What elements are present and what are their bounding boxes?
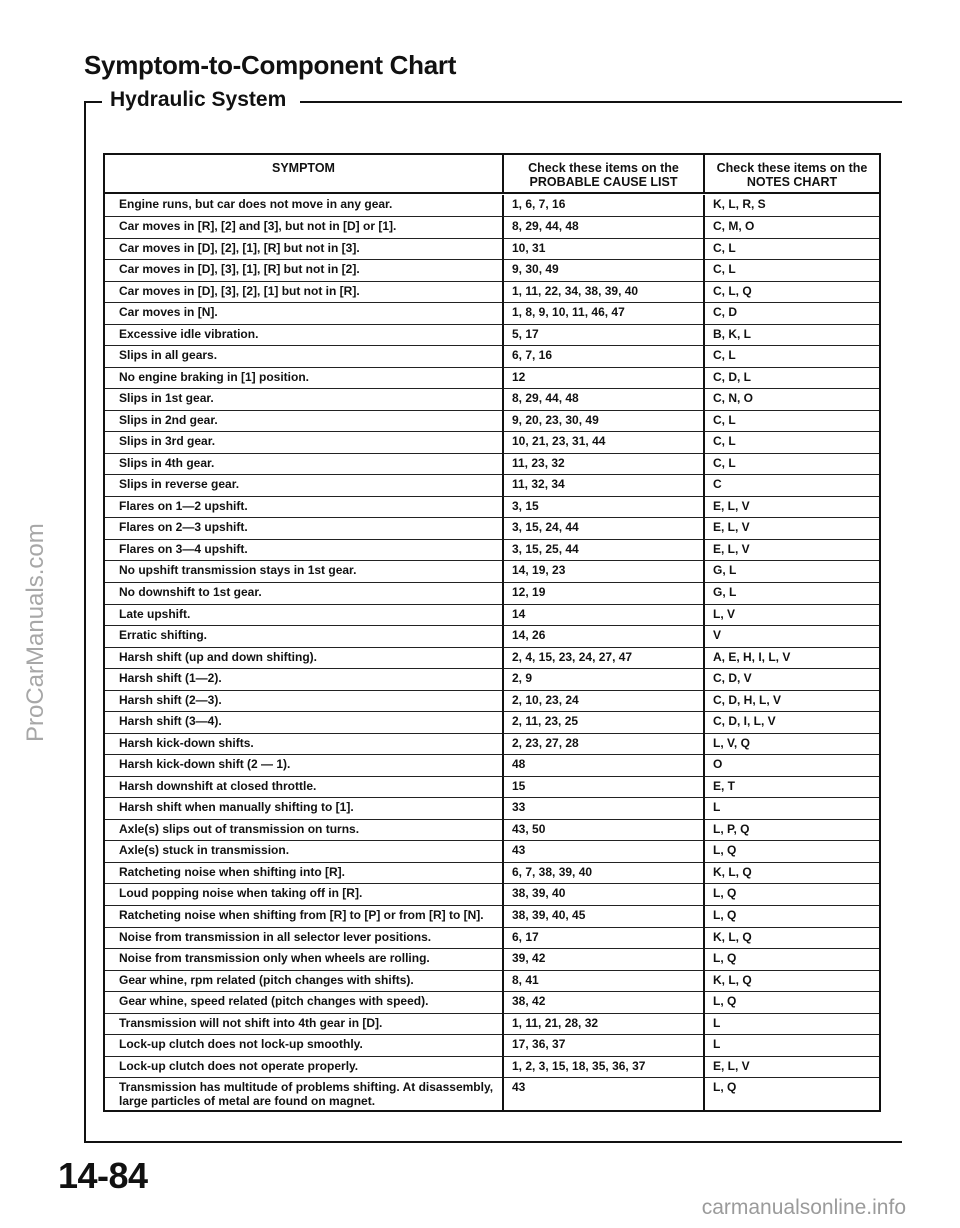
row-notes: C, D, H, L, V xyxy=(703,691,879,713)
row-probable-causes: 8, 29, 44, 48 xyxy=(502,217,703,239)
row-notes: C xyxy=(703,475,879,497)
page-title: Symptom-to-Component Chart xyxy=(84,50,457,80)
footer-watermark: carmanualsonline.info xyxy=(701,1196,906,1219)
row-symptom: No downshift to 1st gear. xyxy=(105,583,502,605)
section-title: Hydraulic System xyxy=(110,88,294,112)
row-symptom: Slips in 2nd gear. xyxy=(105,411,502,433)
row-notes: C, L xyxy=(703,411,879,433)
row-notes: C, L xyxy=(703,346,879,368)
row-probable-causes: 33 xyxy=(502,798,703,820)
row-probable-causes: 43, 50 xyxy=(502,820,703,842)
row-notes: L, P, Q xyxy=(703,820,879,842)
section-bracket-bottom xyxy=(84,1141,902,1143)
row-notes: K, L, Q xyxy=(703,928,879,950)
row-probable-causes: 3, 15, 24, 44 xyxy=(502,518,703,540)
row-probable-causes: 3, 15, 25, 44 xyxy=(502,540,703,562)
row-symptom: Axle(s) slips out of transmission on turns. xyxy=(105,820,502,842)
row-notes: L, Q xyxy=(703,906,879,928)
row-symptom: Noise from transmission only when wheels are rolling. xyxy=(105,949,502,971)
row-notes: C, L xyxy=(703,432,879,454)
row-symptom: Slips in 1st gear. xyxy=(105,389,502,411)
section-bracket-left xyxy=(84,101,86,1141)
row-notes: A, E, H, I, L, V xyxy=(703,648,879,670)
row-notes: C, L, Q xyxy=(703,282,879,304)
row-probable-causes: 2, 11, 23, 25 xyxy=(502,712,703,734)
row-probable-causes: 8, 29, 44, 48 xyxy=(502,389,703,411)
row-symptom: Harsh shift (3—4). xyxy=(105,712,502,734)
row-probable-causes: 6, 17 xyxy=(502,928,703,950)
section-rule xyxy=(300,101,902,103)
row-probable-causes: 1, 8, 9, 10, 11, 46, 47 xyxy=(502,303,703,325)
row-notes: E, L, V xyxy=(703,518,879,540)
row-symptom: Harsh shift when manually shifting to [1]. xyxy=(105,798,502,820)
row-symptom: Harsh shift (up and down shifting). xyxy=(105,648,502,670)
row-notes: E, T xyxy=(703,777,879,799)
row-symptom: Flares on 1—2 upshift. xyxy=(105,497,502,519)
row-symptom: Harsh kick-down shifts. xyxy=(105,734,502,756)
row-symptom: Slips in reverse gear. xyxy=(105,475,502,497)
row-probable-causes: 3, 15 xyxy=(502,497,703,519)
row-notes: C, M, O xyxy=(703,217,879,239)
row-probable-causes: 2, 4, 15, 23, 24, 27, 47 xyxy=(502,648,703,670)
row-notes: C, N, O xyxy=(703,389,879,411)
row-symptom: Harsh kick-down shift (2 — 1). xyxy=(105,755,502,777)
row-symptom: Flares on 3—4 upshift. xyxy=(105,540,502,562)
row-probable-causes: 12, 19 xyxy=(502,583,703,605)
row-notes: K, L, Q xyxy=(703,863,879,885)
row-notes: L xyxy=(703,1014,879,1036)
row-notes: C, D, I, L, V xyxy=(703,712,879,734)
row-notes: G, L xyxy=(703,583,879,605)
row-probable-causes: 1, 2, 3, 15, 18, 35, 36, 37 xyxy=(502,1057,703,1079)
row-probable-causes: 43 xyxy=(502,841,703,863)
row-probable-causes: 11, 32, 34 xyxy=(502,475,703,497)
row-symptom: Axle(s) stuck in transmission. xyxy=(105,841,502,863)
row-notes: C, L xyxy=(703,239,879,261)
row-symptom: Ratcheting noise when shifting into [R]. xyxy=(105,863,502,885)
row-symptom: Car moves in [D], [2], [1], [R] but not in [3]. xyxy=(105,239,502,261)
row-symptom: Ratcheting noise when shifting from [R] to [P] or from [R] to [N]. xyxy=(105,906,502,928)
row-notes: K, L, R, S xyxy=(703,195,879,217)
row-notes: L, V, Q xyxy=(703,734,879,756)
row-symptom: Car moves in [N]. xyxy=(105,303,502,325)
row-notes: G, L xyxy=(703,561,879,583)
header-notes-chart: Check these items on the NOTES CHART xyxy=(703,155,879,194)
row-probable-causes: 6, 7, 16 xyxy=(502,346,703,368)
row-symptom: Gear whine, rpm related (pitch changes with shifts). xyxy=(105,971,502,993)
row-probable-causes: 17, 36, 37 xyxy=(502,1035,703,1057)
row-probable-causes: 10, 31 xyxy=(502,239,703,261)
row-notes: L, Q xyxy=(703,884,879,906)
row-notes: C, L xyxy=(703,260,879,282)
row-notes: K, L, Q xyxy=(703,971,879,993)
row-probable-causes: 48 xyxy=(502,755,703,777)
row-symptom: Noise from transmission in all selector lever positions. xyxy=(105,928,502,950)
row-notes: C, L xyxy=(703,454,879,476)
row-probable-causes: 1, 6, 7, 16 xyxy=(502,195,703,217)
row-probable-causes: 38, 39, 40, 45 xyxy=(502,906,703,928)
row-probable-causes: 39, 42 xyxy=(502,949,703,971)
row-probable-causes: 15 xyxy=(502,777,703,799)
row-notes: L, V xyxy=(703,605,879,627)
row-probable-causes: 9, 30, 49 xyxy=(502,260,703,282)
row-symptom: Lock-up clutch does not operate properly. xyxy=(105,1057,502,1079)
row-symptom: Loud popping noise when taking off in [R]. xyxy=(105,884,502,906)
row-probable-causes: 14, 19, 23 xyxy=(502,561,703,583)
row-probable-causes: 1, 11, 21, 28, 32 xyxy=(502,1014,703,1036)
row-notes: L, Q xyxy=(703,992,879,1014)
row-symptom: No engine braking in [1] position. xyxy=(105,368,502,390)
page-number: 14-84 xyxy=(58,1155,148,1196)
row-notes: E, L, V xyxy=(703,1057,879,1079)
row-symptom: Gear whine, speed related (pitch changes with speed). xyxy=(105,992,502,1014)
row-notes: L xyxy=(703,798,879,820)
row-symptom: Lock-up clutch does not lock-up smoothly. xyxy=(105,1035,502,1057)
row-notes: C, D xyxy=(703,303,879,325)
row-notes: E, L, V xyxy=(703,497,879,519)
row-notes: V xyxy=(703,626,879,648)
row-symptom: Car moves in [D], [3], [2], [1] but not in [R]. xyxy=(105,282,502,304)
row-symptom: Transmission has multitude of problems shifting. At disassembly, large particles of metal are found on magnet. xyxy=(119,1080,494,1108)
row-symptom: Late upshift. xyxy=(105,605,502,627)
side-watermark: ProCarManuals.com xyxy=(22,523,49,742)
row-symptom: Slips in 4th gear. xyxy=(105,454,502,476)
symptom-chart-table xyxy=(103,153,881,1112)
header-probable-cause: Check these items on the PROBABLE CAUSE LIST xyxy=(502,155,703,194)
row-probable-causes: 2, 23, 27, 28 xyxy=(502,734,703,756)
header-symptom: SYMPTOM xyxy=(105,155,502,194)
row-probable-causes: 10, 21, 23, 31, 44 xyxy=(502,432,703,454)
row-probable-causes: 11, 23, 32 xyxy=(502,454,703,476)
row-symptom: Slips in all gears. xyxy=(105,346,502,368)
row-probable-causes: 5, 17 xyxy=(502,325,703,347)
row-notes: L, Q xyxy=(703,1078,879,1110)
row-symptom: Harsh downshift at closed throttle. xyxy=(105,777,502,799)
row-symptom: Excessive idle vibration. xyxy=(105,325,502,347)
section-rule-left xyxy=(84,101,102,103)
row-probable-causes: 6, 7, 38, 39, 40 xyxy=(502,863,703,885)
row-symptom: Harsh shift (2—3). xyxy=(105,691,502,713)
row-probable-causes: 9, 20, 23, 30, 49 xyxy=(502,411,703,433)
row-symptom: No upshift transmission stays in 1st gear. xyxy=(105,561,502,583)
row-probable-causes: 2, 9 xyxy=(502,669,703,691)
row-probable-causes: 38, 39, 40 xyxy=(502,884,703,906)
row-symptom: Car moves in [R], [2] and [3], but not in [D] or [1]. xyxy=(105,217,502,239)
row-probable-causes: 14 xyxy=(502,605,703,627)
row-symptom: Harsh shift (1—2). xyxy=(105,669,502,691)
row-notes: L, Q xyxy=(703,841,879,863)
row-symptom: Engine runs, but car does not move in any gear. xyxy=(105,195,502,217)
row-notes: C, D, V xyxy=(703,669,879,691)
row-probable-causes: 14, 26 xyxy=(502,626,703,648)
row-notes: C, D, L xyxy=(703,368,879,390)
row-symptom: Flares on 2—3 upshift. xyxy=(105,518,502,540)
row-symptom: Erratic shifting. xyxy=(105,626,502,648)
row-notes: B, K, L xyxy=(703,325,879,347)
row-probable-causes: 38, 42 xyxy=(502,992,703,1014)
row-probable-causes: 8, 41 xyxy=(502,971,703,993)
row-symptom: Car moves in [D], [3], [1], [R] but not in [2]. xyxy=(105,260,502,282)
row-notes: E, L, V xyxy=(703,540,879,562)
row-notes: L xyxy=(703,1035,879,1057)
row-probable-causes: 43 xyxy=(502,1078,703,1110)
row-probable-causes: 2, 10, 23, 24 xyxy=(502,691,703,713)
row-notes: L, Q xyxy=(703,949,879,971)
row-probable-causes: 1, 11, 22, 34, 38, 39, 40 xyxy=(502,282,703,304)
row-symptom: Slips in 3rd gear. xyxy=(105,432,502,454)
row-notes: O xyxy=(703,755,879,777)
row-probable-causes: 12 xyxy=(502,368,703,390)
row-symptom: Transmission will not shift into 4th gear in [D]. xyxy=(105,1014,502,1036)
